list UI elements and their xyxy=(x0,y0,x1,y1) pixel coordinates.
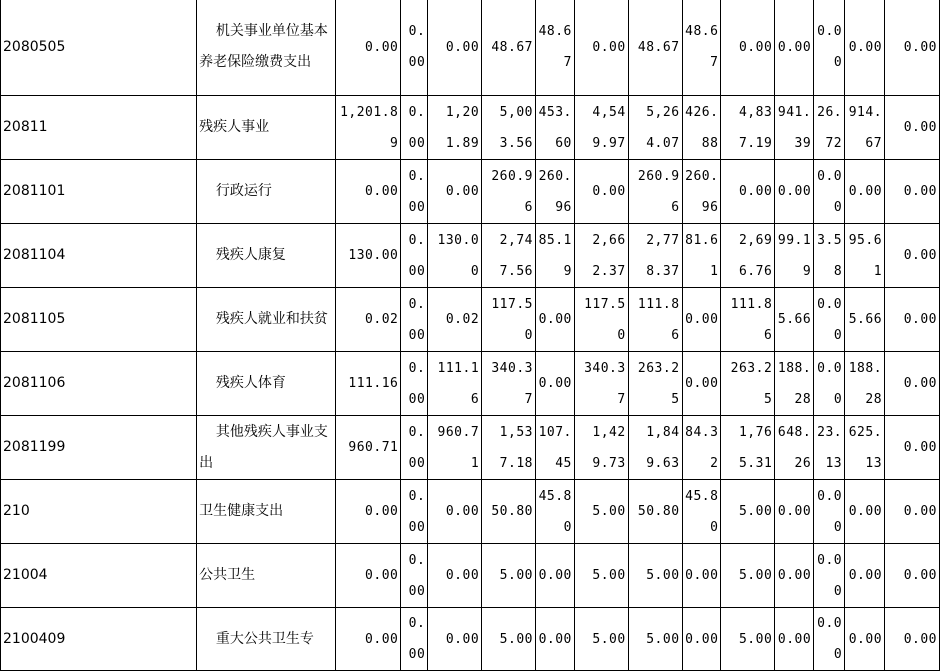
amount-cell: 3.58 xyxy=(814,224,845,288)
amount-cell: 84.32 xyxy=(682,416,721,480)
amount-cell: 130.00 xyxy=(335,224,401,288)
subject-code-cell: 20811 xyxy=(1,96,197,160)
amount-cell: 1,201.89 xyxy=(428,96,482,160)
subject-name-cell: 残疾人康复 xyxy=(197,224,335,288)
amount-cell: 0.00 xyxy=(775,608,814,671)
amount-cell: 0.00 xyxy=(335,480,401,544)
subject-code-cell: 21004 xyxy=(1,544,197,608)
amount-cell: 0.00 xyxy=(574,160,628,224)
amount-cell: 5.66 xyxy=(845,288,885,352)
amount-cell: 0.00 xyxy=(885,0,940,96)
amount-cell: 0.00 xyxy=(401,0,428,96)
table-row xyxy=(1,288,940,352)
amount-cell: 5,003.56 xyxy=(482,96,536,160)
amount-cell: 107.45 xyxy=(535,416,574,480)
amount-cell: 0.00 xyxy=(682,608,721,671)
amount-cell: 1,537.18 xyxy=(482,416,536,480)
amount-cell: 45.80 xyxy=(535,480,574,544)
subject-name-cell: 残疾人就业和扶贫 xyxy=(197,288,335,352)
amount-cell: 2,747.56 xyxy=(482,224,536,288)
amount-cell: 130.00 xyxy=(428,224,482,288)
amount-cell: 48.67 xyxy=(535,0,574,96)
amount-cell: 625.13 xyxy=(845,416,885,480)
amount-cell: 0.00 xyxy=(428,160,482,224)
amount-cell: 188.28 xyxy=(845,352,885,416)
subject-name-cell: 行政运行 xyxy=(197,160,335,224)
amount-cell: 648.26 xyxy=(775,416,814,480)
amount-cell: 0.00 xyxy=(845,544,885,608)
amount-cell: 260.96 xyxy=(628,160,682,224)
amount-cell: 0.00 xyxy=(401,160,428,224)
amount-cell: 26.72 xyxy=(814,96,845,160)
amount-cell: 99.19 xyxy=(775,224,814,288)
amount-cell: 0.00 xyxy=(845,480,885,544)
amount-cell: 260.96 xyxy=(535,160,574,224)
amount-cell: 5.00 xyxy=(628,608,682,671)
subject-name-cell: 卫生健康支出 xyxy=(197,480,335,544)
subject-code-cell: 2081104 xyxy=(1,224,197,288)
table-row xyxy=(1,352,940,416)
amount-cell: 941.39 xyxy=(775,96,814,160)
amount-cell: 0.00 xyxy=(775,544,814,608)
subject-name-cell: 重大公共卫生专 xyxy=(197,608,335,671)
amount-cell: 111.86 xyxy=(721,288,775,352)
amount-cell: 914.67 xyxy=(845,96,885,160)
amount-cell: 0.02 xyxy=(428,288,482,352)
amount-cell: 111.16 xyxy=(428,352,482,416)
amount-cell: 0.00 xyxy=(845,160,885,224)
amount-cell: 0.00 xyxy=(814,160,845,224)
amount-cell: 0.00 xyxy=(845,608,885,671)
amount-cell: 0.00 xyxy=(682,288,721,352)
amount-cell: 188.28 xyxy=(775,352,814,416)
amount-cell: 2,778.37 xyxy=(628,224,682,288)
amount-cell: 5.00 xyxy=(721,608,775,671)
amount-cell: 0.00 xyxy=(814,608,845,671)
subject-name-cell: 残疾人体育 xyxy=(197,352,335,416)
amount-cell: 111.16 xyxy=(335,352,401,416)
amount-cell: 0.00 xyxy=(428,544,482,608)
amount-cell: 2,696.76 xyxy=(721,224,775,288)
subject-code-cell: 210 xyxy=(1,480,197,544)
amount-cell: 0.00 xyxy=(428,480,482,544)
amount-cell: 0.00 xyxy=(401,224,428,288)
subject-code-cell: 2100409 xyxy=(1,608,197,671)
amount-cell: 0.00 xyxy=(814,544,845,608)
subject-code-cell: 2081101 xyxy=(1,160,197,224)
amount-cell: 0.00 xyxy=(335,0,401,96)
amount-cell: 0.00 xyxy=(401,416,428,480)
amount-cell: 0.00 xyxy=(885,416,940,480)
amount-cell: 117.50 xyxy=(482,288,536,352)
amount-cell: 2,662.37 xyxy=(574,224,628,288)
amount-cell: 48.67 xyxy=(682,0,721,96)
table-row xyxy=(1,160,940,224)
amount-cell: 1,765.31 xyxy=(721,416,775,480)
amount-cell: 0.00 xyxy=(885,96,940,160)
amount-cell: 0.00 xyxy=(535,288,574,352)
amount-cell: 0.00 xyxy=(845,0,885,96)
amount-cell: 0.00 xyxy=(682,544,721,608)
amount-cell: 0.00 xyxy=(574,0,628,96)
amount-cell: 23.13 xyxy=(814,416,845,480)
subject-code-cell: 2081199 xyxy=(1,416,197,480)
amount-cell: 0.00 xyxy=(401,480,428,544)
subject-code-cell: 2081106 xyxy=(1,352,197,416)
amount-cell: 0.00 xyxy=(775,160,814,224)
amount-cell: 48.67 xyxy=(482,0,536,96)
amount-cell: 960.71 xyxy=(428,416,482,480)
amount-cell: 85.19 xyxy=(535,224,574,288)
amount-cell: 0.00 xyxy=(401,288,428,352)
amount-cell: 0.00 xyxy=(814,288,845,352)
table-body xyxy=(1,0,940,671)
amount-cell: 5.00 xyxy=(482,544,536,608)
amount-cell: 81.61 xyxy=(682,224,721,288)
amount-cell: 5.00 xyxy=(574,480,628,544)
amount-cell: 48.67 xyxy=(628,0,682,96)
table-row xyxy=(1,608,940,671)
amount-cell: 0.00 xyxy=(814,0,845,96)
amount-cell: 263.25 xyxy=(721,352,775,416)
amount-cell: 0.00 xyxy=(885,352,940,416)
amount-cell: 0.00 xyxy=(401,608,428,671)
amount-cell: 0.00 xyxy=(885,224,940,288)
amount-cell: 0.00 xyxy=(814,352,845,416)
amount-cell: 111.86 xyxy=(628,288,682,352)
amount-cell: 5.00 xyxy=(574,608,628,671)
amount-cell: 0.00 xyxy=(885,480,940,544)
amount-cell: 0.00 xyxy=(535,544,574,608)
amount-cell: 117.50 xyxy=(574,288,628,352)
amount-cell: 0.00 xyxy=(775,480,814,544)
subject-name-cell: 其他残疾人事业支出 xyxy=(197,416,335,480)
amount-cell: 0.00 xyxy=(885,288,940,352)
amount-cell: 0.00 xyxy=(885,608,940,671)
amount-cell: 960.71 xyxy=(335,416,401,480)
amount-cell: 5.00 xyxy=(721,480,775,544)
amount-cell: 0.00 xyxy=(721,160,775,224)
amount-cell: 426.88 xyxy=(682,96,721,160)
amount-cell: 0.00 xyxy=(535,608,574,671)
amount-cell: 0.00 xyxy=(535,352,574,416)
amount-cell: 0.00 xyxy=(428,0,482,96)
amount-cell: 0.00 xyxy=(335,160,401,224)
amount-cell: 4,837.19 xyxy=(721,96,775,160)
amount-cell: 0.00 xyxy=(428,608,482,671)
amount-cell: 0.00 xyxy=(721,0,775,96)
amount-cell: 5.00 xyxy=(574,544,628,608)
amount-cell: 260.96 xyxy=(482,160,536,224)
amount-cell: 0.00 xyxy=(814,480,845,544)
amount-cell: 5.00 xyxy=(628,544,682,608)
amount-cell: 95.61 xyxy=(845,224,885,288)
amount-cell: 45.80 xyxy=(682,480,721,544)
subject-code-cell: 2080505 xyxy=(1,0,197,96)
amount-cell: 340.37 xyxy=(482,352,536,416)
amount-cell: 263.25 xyxy=(628,352,682,416)
amount-cell: 340.37 xyxy=(574,352,628,416)
table-row xyxy=(1,480,940,544)
subject-name-cell: 残疾人事业 xyxy=(197,96,335,160)
subject-name-cell: 公共卫生 xyxy=(197,544,335,608)
amount-cell: 260.96 xyxy=(682,160,721,224)
subject-name-cell: 机关事业单位基本养老保险缴费支出 xyxy=(197,0,335,96)
table-row xyxy=(1,0,940,96)
amount-cell: 0.00 xyxy=(682,352,721,416)
amount-cell: 5.00 xyxy=(482,608,536,671)
table-row xyxy=(1,224,940,288)
amount-cell: 0.00 xyxy=(401,352,428,416)
amount-cell: 0.00 xyxy=(335,544,401,608)
amount-cell: 0.00 xyxy=(401,544,428,608)
table-row xyxy=(1,544,940,608)
subject-code-cell: 2081105 xyxy=(1,288,197,352)
amount-cell: 50.80 xyxy=(628,480,682,544)
table-row xyxy=(1,416,940,480)
amount-cell: 0.00 xyxy=(885,544,940,608)
amount-cell: 1,201.89 xyxy=(335,96,401,160)
amount-cell: 5.00 xyxy=(721,544,775,608)
amount-cell: 0.00 xyxy=(401,96,428,160)
amount-cell: 0.02 xyxy=(335,288,401,352)
amount-cell: 1,429.73 xyxy=(574,416,628,480)
amount-cell: 0.00 xyxy=(775,0,814,96)
amount-cell: 5,264.07 xyxy=(628,96,682,160)
amount-cell: 1,849.63 xyxy=(628,416,682,480)
amount-cell: 50.80 xyxy=(482,480,536,544)
amount-cell: 4,549.97 xyxy=(574,96,628,160)
amount-cell: 0.00 xyxy=(335,608,401,671)
amount-cell: 0.00 xyxy=(885,160,940,224)
amount-cell: 453.60 xyxy=(535,96,574,160)
table-row xyxy=(1,96,940,160)
amount-cell: 5.66 xyxy=(775,288,814,352)
